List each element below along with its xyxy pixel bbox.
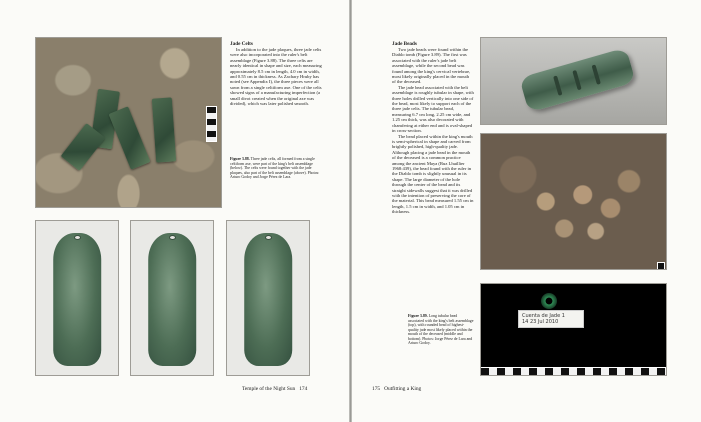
drill-hole	[265, 235, 272, 240]
section-title: Jade Beads	[392, 41, 417, 47]
body-paragraph: Two jade beads were found within the Diablo tomb (Figure 3.89). The first was associated with the ruler's jade belt assemblage, while the second bead was found among the king's cervical vertebrae, most likely originally placed in the mouth of the deceased.	[392, 47, 471, 85]
drill-hole	[169, 235, 176, 240]
drill-hole	[572, 70, 581, 91]
celt-2	[109, 106, 151, 169]
left-page	[0, 0, 349, 422]
celt-photo-3	[226, 220, 310, 376]
photo-scale-bar	[206, 106, 217, 142]
drill-hole	[74, 235, 81, 240]
page-number: 175	[372, 386, 381, 392]
celt-image	[53, 233, 101, 365]
celt-image	[244, 233, 292, 365]
body-paragraph: In addition to the jade plaques, three jade celts were also incorporated into the ruler's belt assemblage (Figure 3.88). The three celts are nearly identical in shape and size, each measuring approximately 8.5 cm in length, 4.0 cm in width, and 0.55 cm in thickness. As Zachary Hruby has noted (see Appendix I), the three pieces were all sawn from a single celtiform axe. One of the celts showed signs of a manufacturing imperfection (a small divot created when the original axe was divided), which was later polished smooth.	[230, 47, 322, 107]
tubular-bead	[519, 47, 636, 112]
caption-label: Figure 3.88.	[230, 157, 250, 161]
drill-hole	[553, 75, 562, 96]
tag-line: 14 23 Jul 2010	[522, 319, 559, 325]
celt-image	[148, 233, 196, 365]
celts-in-situ-photo	[35, 37, 222, 208]
jade-celts-text	[230, 41, 323, 106]
body-paragraph: The jade bead associated with the belt assemblage is roughly tubular in shape, with three holes drilled vertically into one side of the bead, most likely to support each of the three jade celts. The tubular bead, measuring 6.7 cm long, 2.25 cm wide, and 1.25 cm thick, was also decorated with chamfering at either end and is oval-shaped in cross-section.	[392, 84, 474, 134]
right-page	[352, 0, 701, 422]
page-number: 174	[299, 386, 308, 392]
section-title: Jade Celts	[230, 41, 253, 47]
tag-line: Cuenta de Jade 1	[522, 313, 565, 319]
bead-specimen-tag	[518, 310, 584, 328]
jade-beads-text	[392, 41, 474, 215]
figure-caption	[230, 157, 323, 180]
photo-scale-bar	[481, 367, 666, 375]
caption-text: Three jade celts, all formed from a single celtiform axe, were part of the king's belt assemblage (below). The celts were found together with the jade plaques, also part of the belt assemblage (above). Photos: Arturo Godoy and Jorge Pérez de Lara.	[230, 157, 320, 179]
spherical-bead-photo	[480, 283, 667, 376]
running-title: Outfitting a King	[384, 386, 422, 392]
tubular-bead-photo	[480, 37, 667, 125]
caption-text: Long tubular bead associated with the king's belt assemblage (top), with rounded bead of highest-quality jade most likely placed within the mouth of the deceased (middle and bottom). Photos: Jorge Pérez de Lara and Arturo Godoy.	[408, 314, 474, 345]
running-footer	[370, 386, 423, 392]
running-footer	[240, 386, 309, 392]
burial-beads-photo	[480, 133, 667, 270]
drill-hole	[591, 64, 600, 85]
celt-3	[152, 97, 176, 162]
caption-label: Figure 3.89.	[408, 314, 428, 318]
celt-photo-2	[130, 220, 214, 376]
figure-caption	[408, 314, 474, 346]
celt-photo-1	[35, 220, 119, 376]
running-title: Temple of the Night Sun	[242, 386, 296, 392]
body-paragraph: The bead placed within the king's mouth is semi-spherical in shape and carved from brightly polished, high-quality jade. Although placing a jade bead in the mouth of the deceased is a common practice among the ancient Maya (Ruz Lhuillier 1968:439), the bead found with the ruler in the Diablo tomb is slightly unusual in its shape. The large diameter of the hole through the center of the bead and its straight sidewalls suggest that it was drilled with the intention of preserving the core of the material. This bead measured 1.55 cm in length, 1.5 cm in width, and 1.05 cm in thickness.	[392, 133, 474, 215]
round-jade-bead	[541, 293, 557, 309]
photo-scale-bar	[657, 262, 665, 270]
